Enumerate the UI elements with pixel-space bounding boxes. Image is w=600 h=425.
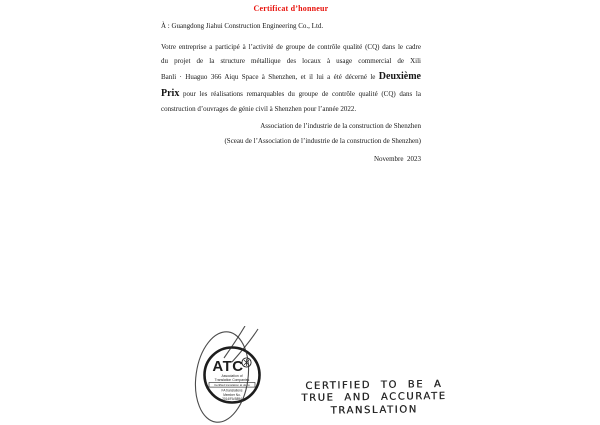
- body-text: Banli · Huaguo 366 Aiqu Space à Shenzhen, et il lui a été décerné le: [161, 73, 379, 81]
- atc-certification-stamp: [168, 326, 288, 425]
- document-title: Certificat d’honneur: [253, 4, 329, 13]
- stamp-org-line1: Association of: [221, 374, 243, 378]
- body-text: pour les réalisations remarquables du groupe de contrôle qualité (CQ) dans la: [179, 90, 421, 98]
- award-name-part2: Prix: [161, 88, 180, 99]
- stamp-acronym: ATC: [212, 358, 244, 375]
- seal-note-line: (Sceau de l’Association de l’industrie de la construction de Shenzhen): [224, 137, 421, 145]
- stamp-banner-text: Certified translation at uk.co: [214, 383, 250, 387]
- body-text: Votre entreprise a participé à l’activité de groupe de contrôle qualité (CQ) dans le cadre: [161, 43, 421, 51]
- issuing-organization-line: Association de l’industrie de la construction de Shenzhen: [260, 122, 421, 130]
- handwriting-line-3: TRANSLATION: [330, 403, 418, 417]
- stamp-org-line2: Translation Companies: [214, 378, 250, 382]
- handwriting-line-2: TRUE AND ACCURATE: [301, 391, 447, 405]
- body-line-3: [161, 68, 421, 86]
- stamp-graphic: [168, 326, 288, 425]
- handwriting-line-1: CERTIFIED TO BE A: [305, 379, 443, 392]
- recipient-line: À : Guangdong Jiahui Construction Engineering Co., Ltd.: [161, 22, 324, 30]
- body-line-2: [161, 54, 421, 68]
- award-name-part1: Deuxième: [378, 71, 421, 82]
- body-text: du projet de la structure métallique des locaux à usage commercial de Xili: [161, 57, 421, 65]
- stamp-member-label: Member No.: [223, 393, 241, 397]
- date-line: Novembre 2023: [373, 155, 421, 163]
- body-line-4: [161, 86, 421, 102]
- body-text: construction d’ouvrages de génie civil à Shenzhen pour l’année 2022.: [161, 105, 357, 113]
- handwritten-certification-note: [300, 379, 449, 418]
- body-line-1: [161, 40, 421, 54]
- body-line-5: [161, 102, 421, 116]
- body-paragraph: [161, 40, 421, 116]
- stamp-company: FA translations: [221, 388, 243, 393]
- stamp-member-number: 2014/FA/5894: [222, 397, 242, 401]
